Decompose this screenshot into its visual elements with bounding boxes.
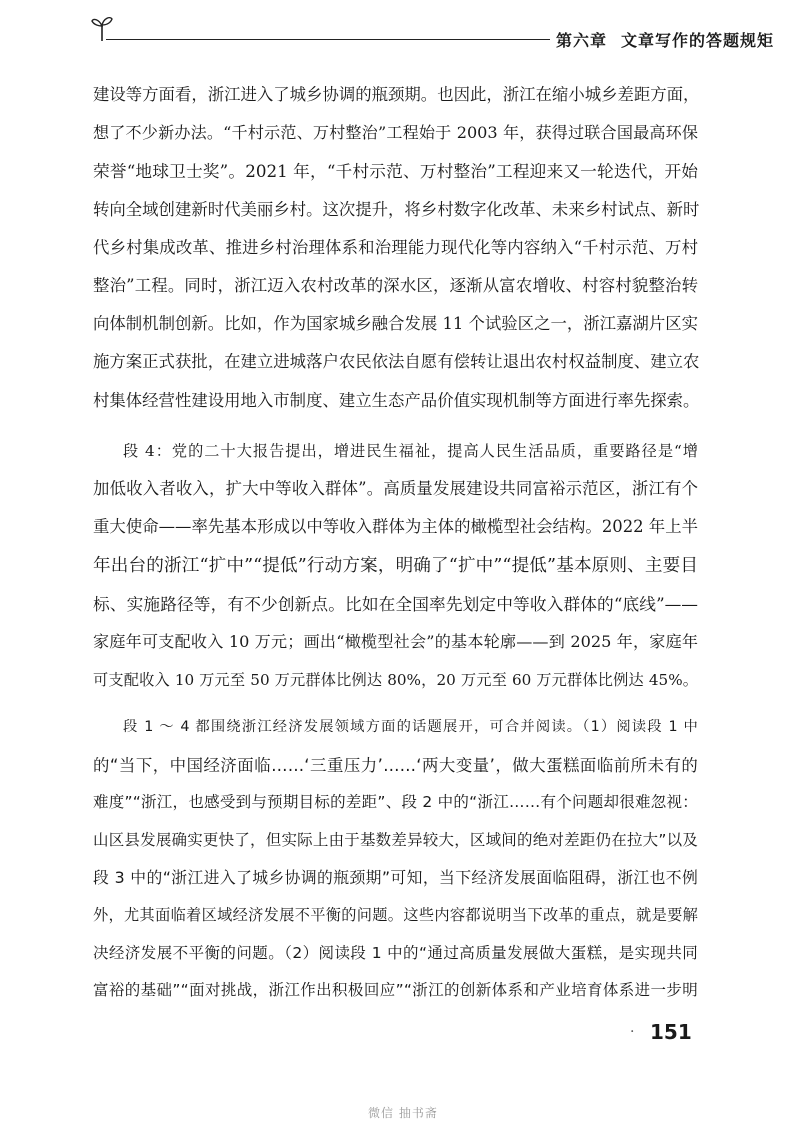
text-line: 家庭年可支配收入 10 万元；画出“橄榄型社会”的基本轮廓——到 2025 年，家庭年 bbox=[93, 631, 698, 651]
chapter-heading bbox=[556, 28, 774, 51]
paragraph-3-continued bbox=[93, 76, 698, 420]
paragraph-4 bbox=[93, 432, 698, 699]
analysis-paragraph bbox=[93, 709, 698, 1010]
text-line: 外，尤其面临着区域经济发展不平衡的问题。这些内容都说明当下改革的重点，就是要解 bbox=[93, 905, 698, 924]
running-header bbox=[84, 14, 775, 50]
text-line: 村集体经营性建设用地入市制度、建立生态产品价值实现机制等方面进行率先探索。 bbox=[93, 390, 700, 410]
text-line: 段 3 中的“浙江进入了城乡协调的瓶颈期”可知，当下经济发展面临阻碍，浙江也不例 bbox=[93, 868, 698, 888]
text-line: 代乡村集成改革、推进乡村治理体系和治理能力现代化等内容纳入“千村示范、万村 bbox=[93, 237, 698, 257]
chapter-title: 文章写作的答题规矩 bbox=[621, 31, 775, 50]
text-line: 富裕的基础”“面对挑战，浙江作出积极回应”“浙江的创新体系和产业培育体系进一步明 bbox=[93, 981, 698, 1000]
page-dot: · bbox=[630, 1024, 635, 1040]
text-line: 重大使命——率先基本形成以中等收入群体为主体的橄榄型社会结构。2022 年上半 bbox=[93, 517, 698, 537]
text-line: 可支配收入 10 万元至 50 万元群体比例达 80%，20 万元至 60 万元群体比例达 45%。 bbox=[93, 671, 698, 690]
text-line: 转向全域创建新时代美丽乡村。这次提升，将乡村数字化改革、未来乡村试点、新时 bbox=[93, 199, 700, 219]
text-line: 建设等方面看，浙江进入了城乡协调的瓶颈期。也因此，浙江在缩小城乡差距方面， bbox=[93, 85, 700, 104]
text-line: 的“当下，中国经济面临……‘三重压力’……‘两大变量’，做大蛋糕面临前所未有的 bbox=[93, 755, 698, 775]
page-number: 151 bbox=[650, 1020, 692, 1044]
chapter-number: 第六章 bbox=[556, 31, 608, 50]
text-line: 山区县发展确实更快了，但实际上由于基数差异较大，区域间的绝对差距仍在拉大”以及 bbox=[93, 830, 698, 849]
text-line: 向体制机制创新。比如，作为国家城乡融合发展 11 个试验区之一，浙江嘉湖片区实 bbox=[93, 314, 698, 334]
text-line: 想了不少新办法。“千村示范、万村整治”工程始于 2003 年，获得过联合国最高环保 bbox=[93, 123, 698, 143]
text-line: 决经济发展不平衡的问题。（2）阅读段 1 中的“通过高质量发展做大蛋糕，是实现共同 bbox=[93, 943, 698, 962]
text-line: 段 1 ～ 4 都围绕浙江经济发展领域方面的话题展开，可合并阅读。（1）阅读段 1 中 bbox=[123, 719, 698, 735]
text-line: 整治”工程。同时，浙江迈入农村改革的深水区，逐渐从富农增收、村容村貌整治转 bbox=[93, 275, 698, 295]
header-rule bbox=[106, 39, 550, 40]
text-line: 施方案正式获批，在建立进城落户农民依法自愿有偿转让退出农村权益制度、建立农 bbox=[93, 352, 700, 372]
text-line: 年出台的浙江“扩中”“提低”行动方案，明确了“扩中”“提低”基本原则、主要目 bbox=[93, 555, 698, 576]
text-line: 标、实施路径等，有不少创新点。比如在全国率先划定中等收入群体的“底线”—— bbox=[93, 593, 698, 614]
sprout-icon bbox=[90, 14, 114, 42]
text-line: 荣誉“地球卫士奖”。2021 年，“千村示范、万村整治”工程迎来又一轮迭代，开始 bbox=[93, 161, 698, 182]
watermark-stamp: 微信 抽书斋 bbox=[368, 1106, 438, 1120]
text-line: 加低收入者收入，扩大中等收入群体”。高质量发展建设共同富裕示范区，浙江有个 bbox=[93, 479, 698, 499]
text-line: 难度”“浙江，也感受到与预期目标的差距”、段 2 中的“浙江……有个问题却很难忽视： bbox=[93, 793, 698, 812]
text-line: 段 4：党的二十大报告提出，增进民生福祉，提高人民生活品质，重要路径是“增 bbox=[123, 442, 698, 460]
